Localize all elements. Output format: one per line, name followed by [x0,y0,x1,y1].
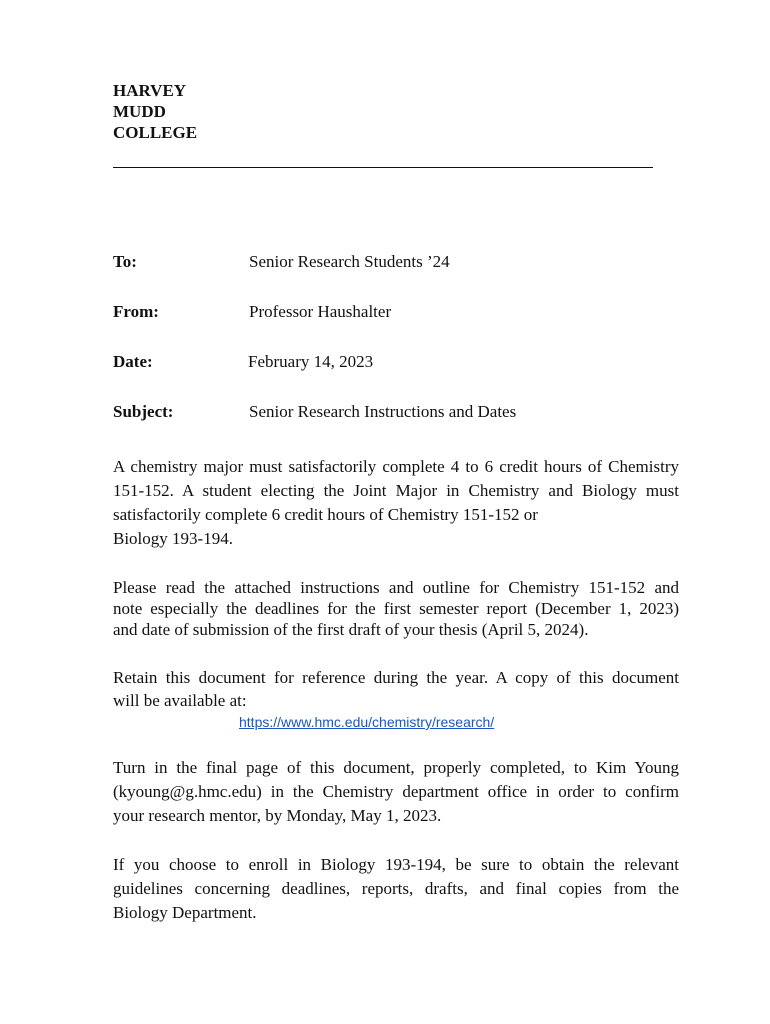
paragraph-line: your research mentor, by Monday, May 1, 2023. [113,806,442,825]
to-value: Senior Research Students ’24 [249,252,450,271]
paragraph-line: guidelines concerning deadlines, reports, drafts, and final copies from the [113,879,679,898]
date-label: Date: [113,352,153,371]
subject-label: Subject: [113,402,174,421]
to-label: To: [113,252,137,271]
paragraph-line: Biology Department. [113,903,257,922]
paragraph-line: Please read the attached instructions and outline for Chemistry 151-152 and [113,578,679,597]
paragraph-credit-requirements [113,455,679,551]
header-divider [113,167,653,168]
research-page-link[interactable]: https://www.hmc.edu/chemistry/research/ [239,714,495,730]
paragraph-line: (kyoung@g.hmc.edu) in the Chemistry department office in order to confirm [113,782,679,801]
paragraph-line: Turn in the final page of this document, properly completed, to Kim Young [113,758,679,777]
paragraph-deadlines [113,577,679,640]
from-value: Professor Haushalter [249,302,392,321]
paragraph-line: and date of submission of the first draft of your thesis (April 5, 2024). [113,620,589,639]
college-letterhead [113,80,197,143]
from-label: From: [113,302,159,321]
paragraph-biology-option [113,853,679,925]
paragraph-line: note especially the deadlines for the first semester report (December 1, 2023) [113,599,679,618]
paragraph-line: A chemistry major must satisfactorily complete 4 to 6 credit hours of Chemistry [113,457,679,476]
paragraph-line: satisfactorily complete 6 credit hours of Chemistry 151-152 or [113,505,538,524]
paragraph-line: will be available at: [113,691,247,710]
paragraph-line: Retain this document for reference during the year. A copy of this document [113,668,679,687]
subject-value: Senior Research Instructions and Dates [249,402,517,421]
paragraph-line: Biology 193-194. [113,529,233,548]
letterhead-line: MUDD [113,102,166,121]
letterhead-line: COLLEGE [113,123,198,142]
paragraph-retain-document [113,666,679,712]
paragraph-line: 151-152. A student electing the Joint Major in Chemistry and Biology must [113,481,679,500]
paragraph-turn-in [113,756,679,828]
letterhead-line: HARVEY [113,81,187,100]
paragraph-line: If you choose to enroll in Biology 193-194, be sure to obtain the relevant [113,855,679,874]
date-value: February 14, 2023 [248,352,374,371]
